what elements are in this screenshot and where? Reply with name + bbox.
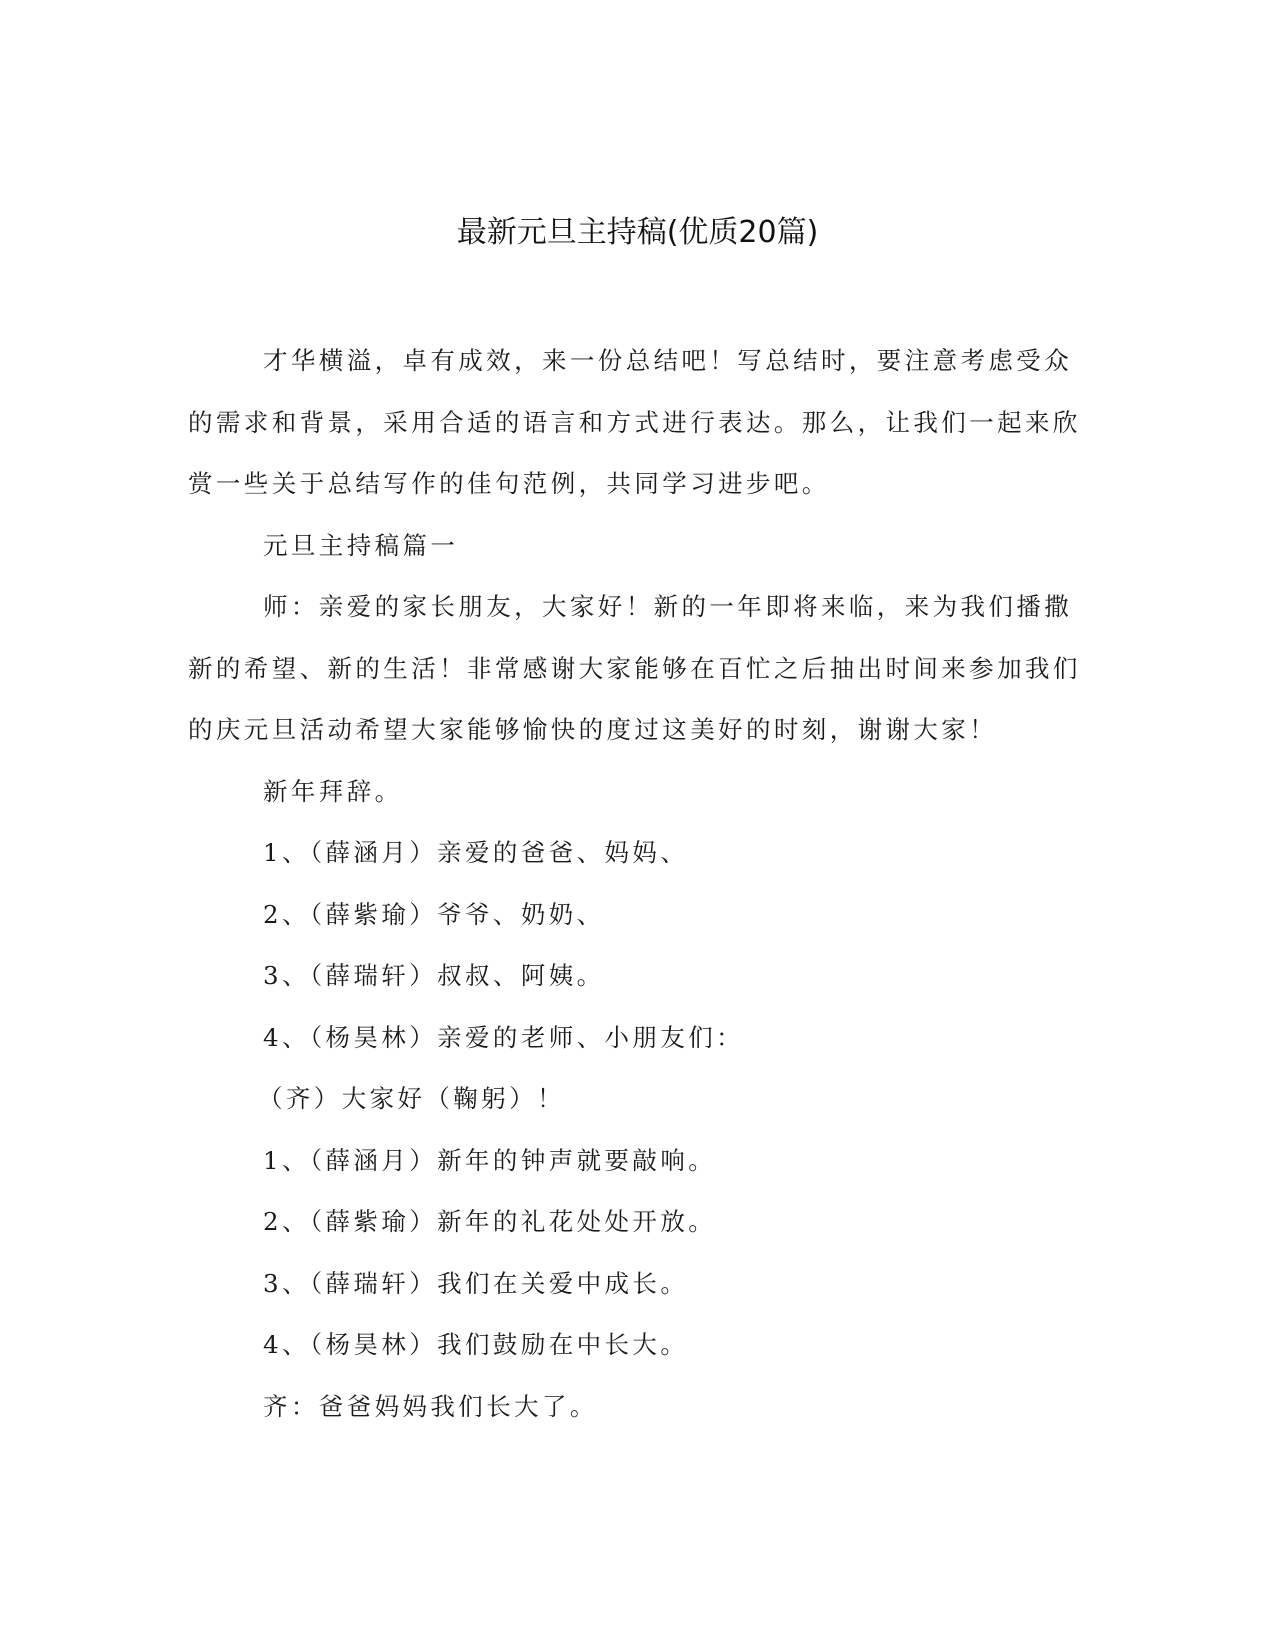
teacher-paragraph: 师：亲爱的家长朋友，大家好！新的一年即将来临，来为我们播撒新的希望、新的生活！非常感谢大家能够在百忙之后抽出时间来参加我们的庆元旦活动希望大家能够愉快的度过这美好的时刻，谢谢大家！ bbox=[188, 592, 1081, 744]
document-body bbox=[188, 330, 1083, 1437]
script-line: 3、（薛瑞轩）叔叔、阿姨。 bbox=[263, 961, 605, 990]
script-line: 1、（薛涵月）亲爱的爸爸、妈妈、 bbox=[263, 838, 689, 867]
script-line: 1、（薛涵月）新年的钟声就要敲响。 bbox=[263, 1145, 717, 1175]
script-line: 2、（薛紫瑜）新年的礼花处处开放。 bbox=[263, 1207, 717, 1236]
section-heading: 元旦主持稿篇一 bbox=[263, 530, 459, 560]
intro-paragraph: 才华横溢，卓有成效，来一份总结吧！写总结时，要注意考虑受众的需求和背景，采用合适的语言和方式进行表达。那么，让我们一起来欣赏一些关于总结写作的佳句范例，共同学习进步吧。 bbox=[188, 346, 1081, 498]
script-line: 齐：爸爸妈妈我们长大了。 bbox=[263, 1391, 598, 1421]
script-line: 3、（薛瑞轩）我们在关爱中成长。 bbox=[263, 1268, 689, 1298]
script-line: 2、（薛紫瑜）爷爷、奶奶、 bbox=[263, 899, 605, 929]
script-line: 4、（杨昊林）亲爱的老师、小朋友们： bbox=[263, 1022, 745, 1052]
document-title: 最新元旦主持稿(优质20篇) bbox=[456, 215, 819, 250]
new-year-greeting: 新年拜辞。 bbox=[263, 776, 403, 806]
script-line: 4、（杨昊林）我们鼓励在中长大。 bbox=[263, 1330, 689, 1359]
script-line: （齐）大家好（鞠躬）！ bbox=[258, 1084, 565, 1113]
